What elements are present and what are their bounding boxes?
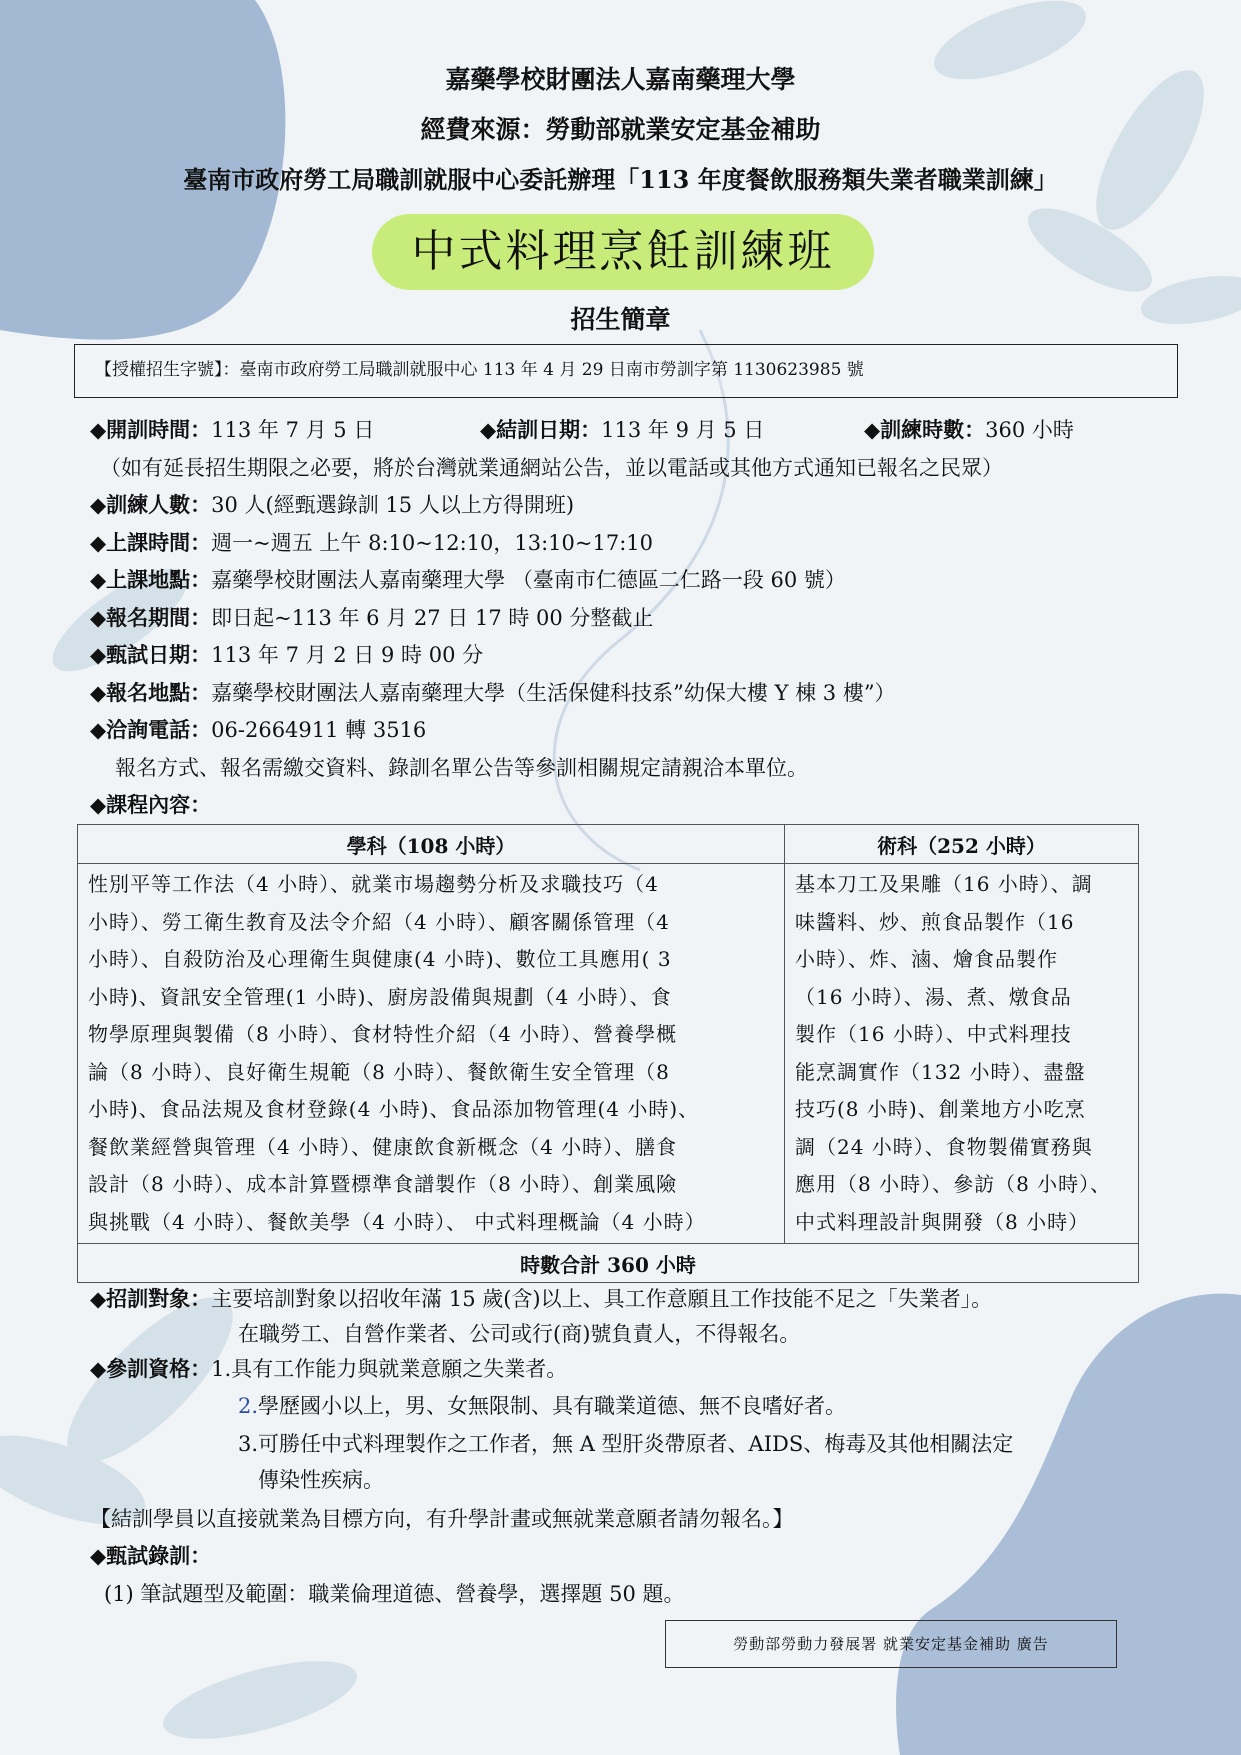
class-time-value: 週一~週五 上午 8:10~12:10，13:10~17:10 xyxy=(211,531,654,555)
theory-cell xyxy=(78,864,785,1244)
theory-line: 與挑戰（4 小時）、餐飲美學（4 小時）、 中式料理概論（4 小時） xyxy=(88,1209,706,1234)
phone-label: ◆洽詢電話： xyxy=(90,717,212,742)
funding-source: 經費來源：勞動部就業安定基金補助 xyxy=(420,115,821,144)
class-time-row xyxy=(90,527,653,557)
practice-line: 技巧(8 小時)、創業地方小吃烹 xyxy=(795,1097,1086,1121)
end-date-row xyxy=(480,414,764,444)
theory-line: 餐飲業經營與管理（4 小時）、健康飲食新概念（4 小時）、膳食 xyxy=(88,1134,678,1159)
course-content-label: ◆課程內容： xyxy=(90,792,212,817)
target-text-1: 主要培訓對象以招收年滿 15 歲(含)以上、具工作意願且工作技能不足之「失業者」。 xyxy=(211,1287,993,1311)
start-date-label: ◆開訓時間： xyxy=(90,417,212,442)
training-hours-label: ◆訓練時數： xyxy=(864,417,986,442)
target-label: ◆招訓對象： xyxy=(90,1286,212,1311)
commission-title: 臺南市政府勞工局職訓就服中心委託辦理「113 年度餐飲服務類失業者職業訓練」 xyxy=(183,165,1058,194)
funding-footer: 勞動部勞動力發展署 就業安定基金補助 廣告 xyxy=(665,1620,1117,1668)
signup-location-row xyxy=(90,677,896,707)
phone-note: 報名方式、報名需繳交資料、錄訓名單公告等參訓相關規定請親洽本單位。 xyxy=(115,756,808,780)
org-title: 嘉藥學校財團法人嘉南藥理大學 xyxy=(445,65,796,94)
selection-label: ◆甄試錄訓： xyxy=(90,1543,212,1568)
end-date-value: 113 年 9 月 5 日 xyxy=(601,418,765,442)
start-date-row xyxy=(90,414,374,444)
practice-line: 基本刀工及果雕（16 小時）、調 xyxy=(795,872,1093,896)
signup-location-value: 嘉藥學校財團法人嘉南藥理大學（生活保健科技系”幼保大樓 Y 棟 3 樓”） xyxy=(211,681,896,705)
authorization-box: 【授權招生字號】：臺南市政府勞工局職訓就服中心 113 年 4 月 29 日南市勞訓字第 1130623985 號 xyxy=(74,344,1178,398)
class-location-label: ◆上課地點： xyxy=(90,567,212,592)
signup-location-label: ◆報名地點： xyxy=(90,680,212,705)
theory-line: 性別平等工作法（4 小時）、就業市場趨勢分析及求職技巧（4 xyxy=(88,872,659,896)
signup-period-label: ◆報名期間： xyxy=(90,605,212,630)
qualification-2-text: 學歷國小以上，男、女無限制、具有職業道德、無不良嗜好者。 xyxy=(258,1394,847,1418)
qualification-3-line2: 傳染性疾病。 xyxy=(258,1468,384,1492)
trainee-count-row xyxy=(90,489,574,519)
signup-period-row xyxy=(90,602,653,632)
extension-note: （如有延長招生期限之必要，將於台灣就業通網站公告，並以電話或其他方式通知已報名之民眾） xyxy=(100,456,1003,480)
practice-header: 術科（252 小時） xyxy=(785,825,1139,864)
selection-item-1: (1) 筆試題型及範圍：職業倫理道德、營養學，選擇題 50 題。 xyxy=(104,1582,685,1606)
qualification-2 xyxy=(238,1390,846,1420)
theory-line: 物學原理與製備（8 小時）、食材特性介紹（4 小時）、營養學概 xyxy=(88,1022,678,1046)
end-date-label: ◆結訓日期： xyxy=(480,417,602,442)
practice-line: 小時）、炸、滷、燴食品製作 xyxy=(795,947,1058,971)
theory-line: 論（8 小時）、良好衛生規範（8 小時）、餐飲衛生安全管理（8 xyxy=(88,1059,670,1084)
practice-line: 製作（16 小時）、中式料理技 xyxy=(795,1022,1072,1046)
target-text-2: 在職勞工、自營作業者、公司或行(商)號負責人，不得報名。 xyxy=(238,1322,801,1346)
practice-line: （16 小時）、湯、煮、燉食品 xyxy=(795,984,1072,1009)
exam-date-label: ◆甄試日期： xyxy=(90,642,212,667)
practice-line: 應用（8 小時）、參訪（8 小時）、 xyxy=(795,1172,1112,1196)
trainee-count-label: ◆訓練人數： xyxy=(90,492,212,517)
theory-line: 小時)、食品法規及食材登錄(4 小時)、食品添加物管理(4 小時)、 xyxy=(88,1097,700,1121)
trainee-count-value: 30 人(經甄選錄訓 15 人以上方得開班) xyxy=(211,493,575,517)
practice-line: 調（24 小時）、食物製備實務與 xyxy=(795,1134,1093,1159)
qualification-label: ◆參訓資格： xyxy=(90,1356,212,1381)
practice-line: 中式料理設計與開發（8 小時） xyxy=(795,1209,1090,1234)
total-hours: 時數合計 360 小時 xyxy=(78,1244,1139,1283)
employment-notice: 【結訓學員以直接就業為目標方向，有升學計畫或無就業意願者請勿報名。】 xyxy=(90,1507,794,1531)
qualification-3-line1: 3.可勝任中式料理製作之工作者，無 A 型肝炎帶原者、AIDS、梅毒及其他相關法定 xyxy=(238,1432,1014,1456)
exam-date-value: 113 年 7 月 2 日 9 時 00 分 xyxy=(211,643,484,667)
course-title: 中式料理烹飪訓練班 xyxy=(372,214,874,290)
page-subtitle: 招生簡章 xyxy=(570,305,671,334)
phone-row xyxy=(90,714,426,744)
class-time-label: ◆上課時間： xyxy=(90,530,212,555)
start-date-value: 113 年 7 月 5 日 xyxy=(211,418,375,442)
practice-line: 能烹調實作（132 小時）、盡盤 xyxy=(795,1059,1086,1084)
qualification-2-number: 2. xyxy=(238,1394,259,1418)
qualification-1: 1.具有工作能力與就業意願之失業者。 xyxy=(211,1357,568,1381)
qualification-row xyxy=(90,1353,567,1383)
theory-line: 設計（8 小時）、成本計算暨標準食譜製作（8 小時）、創業風險 xyxy=(88,1172,678,1196)
course-table xyxy=(77,824,1139,1283)
practice-line: 味醬料、炒、煎食品製作（16 xyxy=(795,909,1075,934)
phone-value: 06-2664911 轉 3516 xyxy=(211,718,427,742)
training-hours-row xyxy=(864,414,1074,444)
theory-line: 小時)、資訊安全管理(1 小時)、廚房設備與規劃（4 小時）、食 xyxy=(88,984,672,1009)
practice-cell xyxy=(785,864,1139,1244)
class-location-value: 嘉藥學校財團法人嘉南藥理大學 （臺南市仁德區二仁路一段 60 號） xyxy=(211,568,846,592)
target-row xyxy=(90,1283,992,1313)
signup-period-value: 即日起~113 年 6 月 27 日 17 時 00 分整截止 xyxy=(211,606,654,630)
exam-date-row xyxy=(90,639,483,669)
theory-line: 小時）、勞工衛生教育及法令介紹（4 小時）、顧客關係管理（4 xyxy=(88,909,670,934)
training-hours-value: 360 小時 xyxy=(985,418,1074,442)
theory-header: 學科（108 小時） xyxy=(78,825,785,864)
theory-line: 小時）、自殺防治及心理衛生與健康(4 小時)、數位工具應用( 3 xyxy=(88,947,672,971)
class-location-row xyxy=(90,564,846,594)
